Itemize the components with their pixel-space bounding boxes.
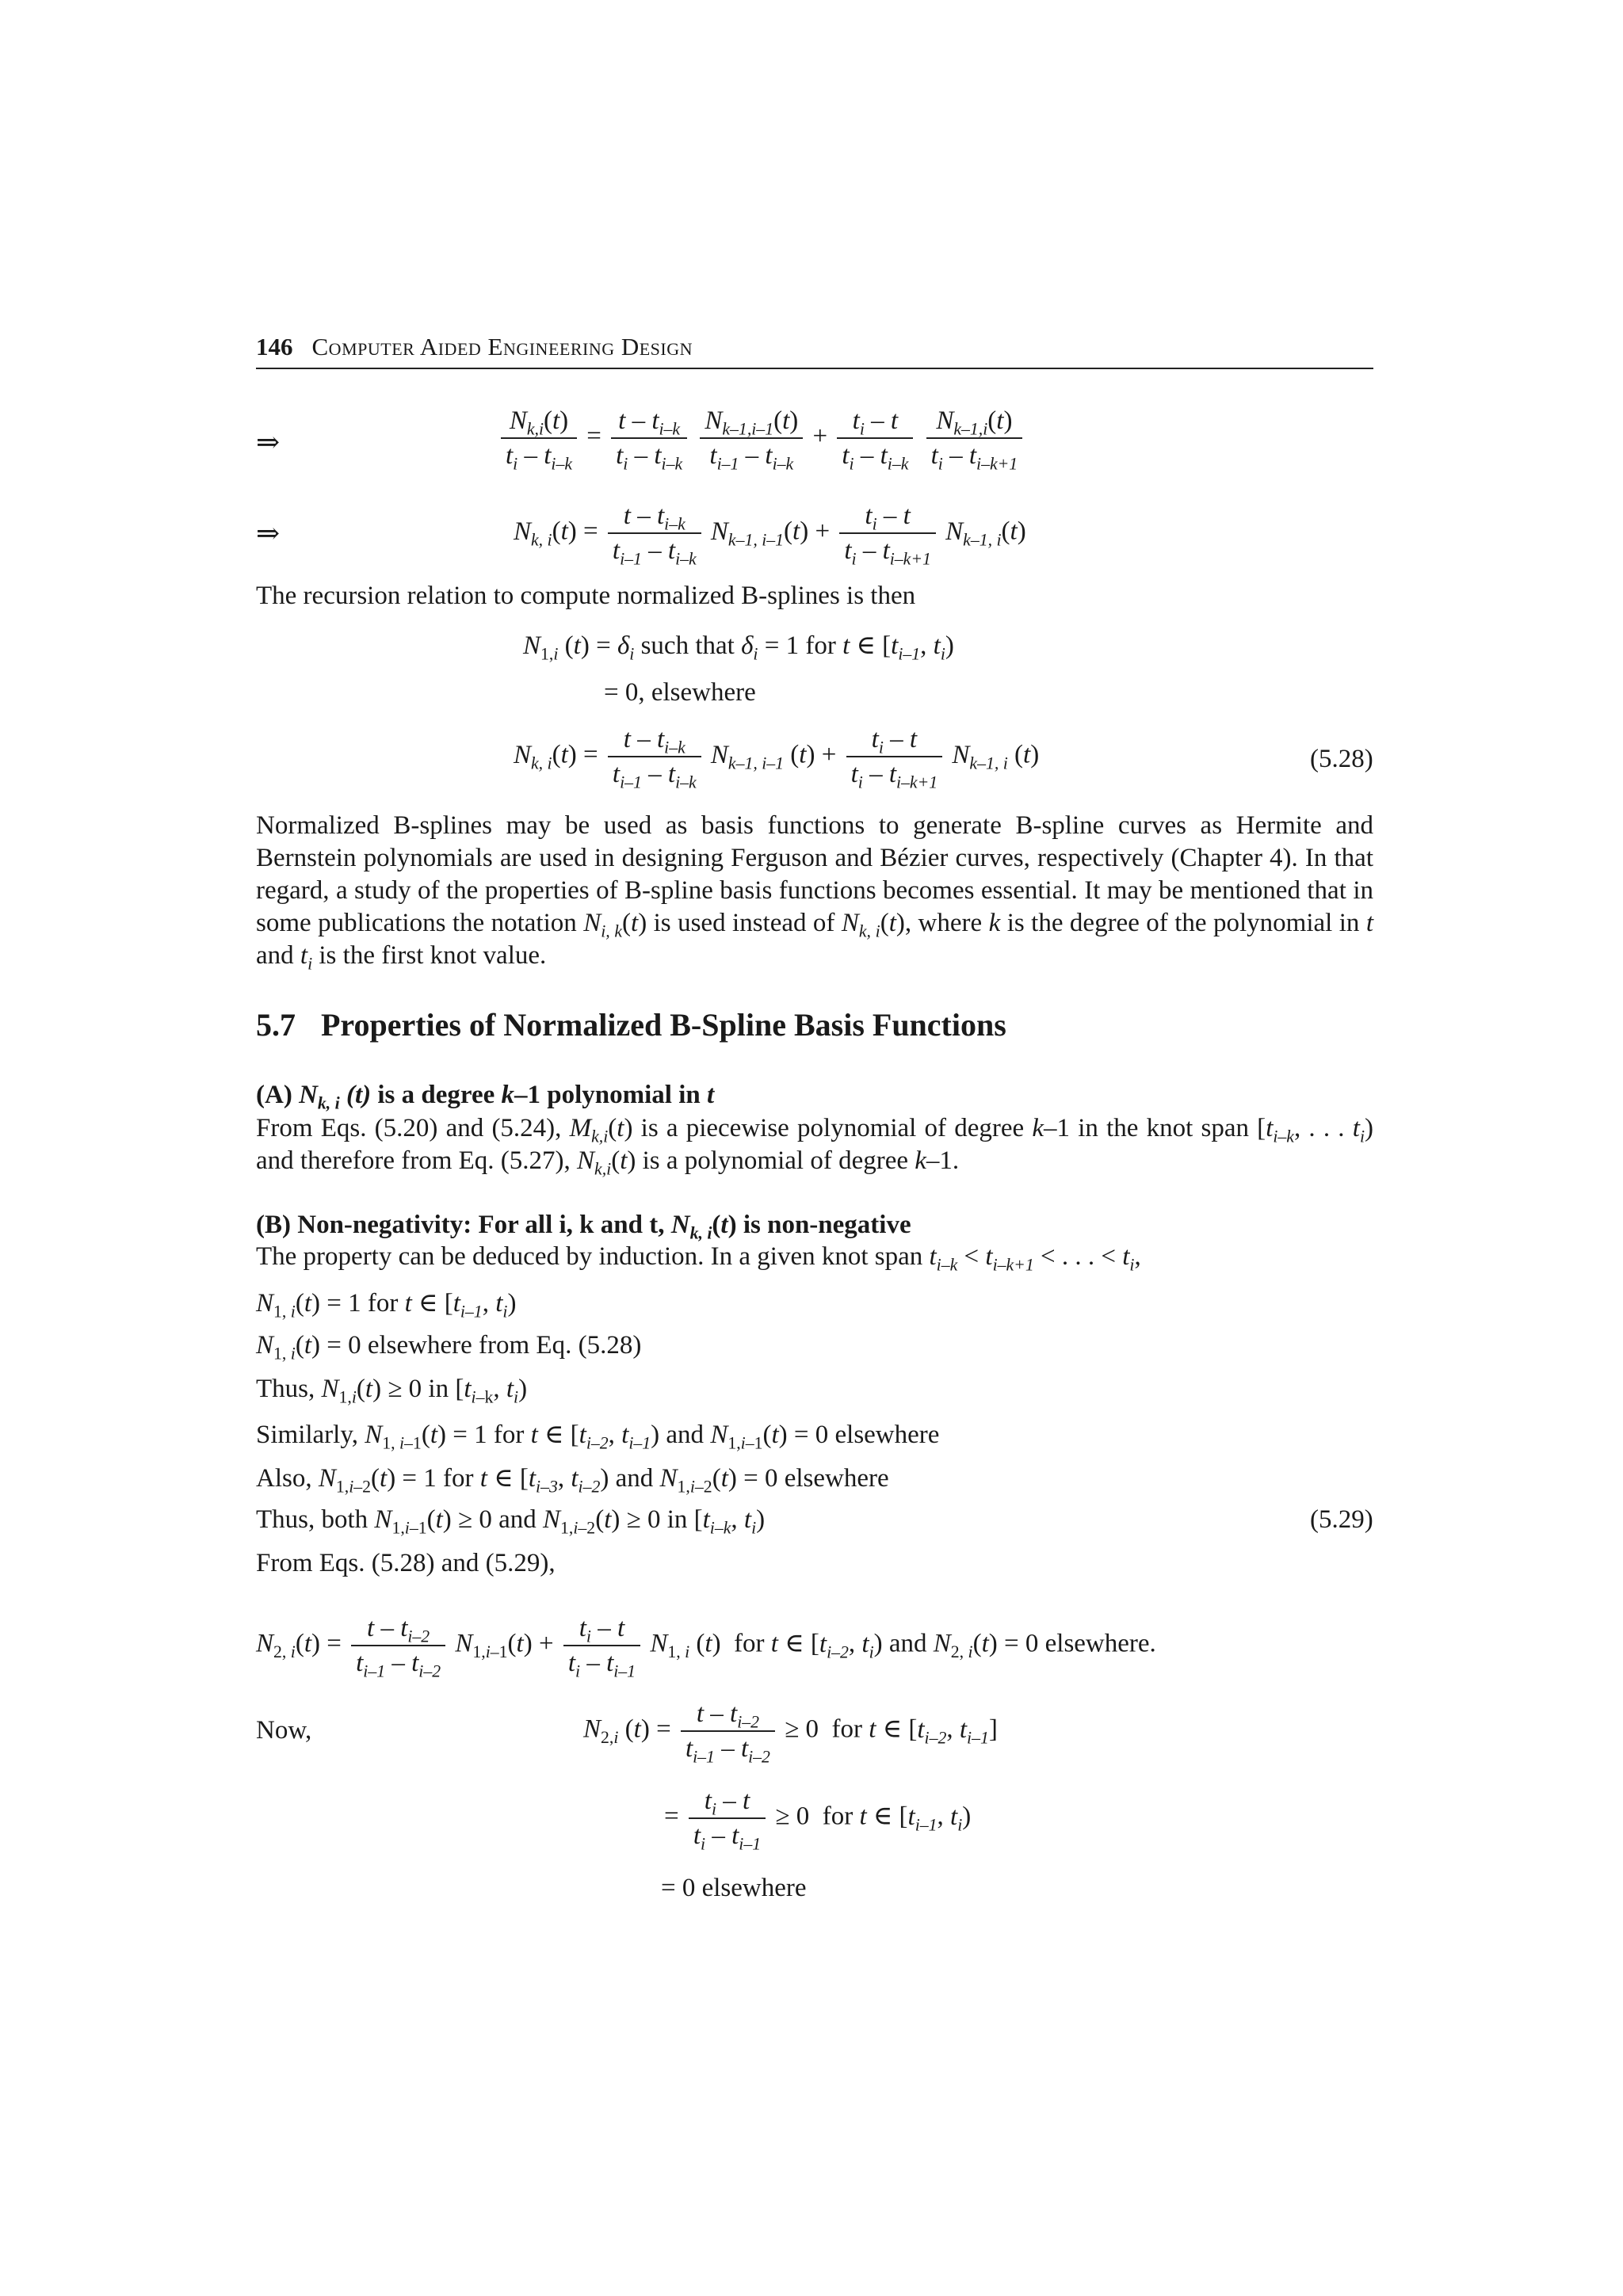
from-eqs-text: From Eqs. (5.28) and (5.29), [256, 1549, 556, 1577]
equation-now-1: $N_{2,i}$ (t) = $\frac{t - t_{i-2}}{t_{i-1} - t_{i-2}}$ ≥ 0 for t ∈ [$t_{i-2}$, $t_{i-1}$] [583, 1699, 998, 1767]
property-a-heading: (A) $N_{k, i}$ (t) is a degree k–1 polynomial in t [256, 1081, 715, 1113]
equation-step-1: $\frac{N_{k,i}(t)}{t_i - t_{i-k}}$ = $\frac{t - t_{i-k}}{t_i - t_{i-k}}$ $\frac{N_{k-1,i-1}(t)}{t_{i-1} - t_{i-k}}$ + $\frac{t_i - t}{t_i - t_{i-k}}$ $\frac{N_{k-1,i}(t)}{t_i - t_{i-k+1}}$ [498, 404, 1025, 472]
property-a-text: From Eqs. (5.20) and (5.24), $M_{k,i}(t)$ is a piecewise polynomial of degree k–1 in the knot span [$t_{i-k}$, . . . $t_i$) and therefore from Eq. (5.27), $N_{k,i}(t)$ is a polynomial of degree k–1. [256, 1114, 1373, 1179]
equation-now-2: = $\frac{t_i - t}{t_i - t_{i-1}}$ ≥ 0 for t ∈ [$t_{i-1}$, $t_i$) [664, 1787, 972, 1854]
property-b-intro: The property can be deduced by induction. In a given knot span $t_{i-k} < t_{i-k+1}$ < . . . < $t_i$, [256, 1242, 1141, 1275]
section-number: 5.7 [256, 1007, 296, 1043]
section-heading [256, 1006, 1006, 1043]
equation-step-2: $N_{k, i}(t)$ = $\frac{t - t_{i-k}}{t_{i-1} - t_{i-k}}$ $N_{k-1, i-1}(t)$ + $\frac{t_i - t}{t_i - t_{i-k+1}}$ $N_{k-1, i}(t)$ [514, 502, 1026, 569]
section-title: Properties of Normalized B-Spline Basis Functions [321, 1007, 1006, 1043]
running-header [256, 333, 693, 361]
running-title: Computer Aided Engineering Design [311, 333, 693, 360]
page-number: 146 [256, 333, 293, 360]
header-rule [256, 368, 1373, 369]
zero-elsewhere: = 0 elsewhere [661, 1874, 807, 1902]
equation-number-5-28: (5.28) [1310, 745, 1373, 773]
recursion-base-case: $N_{1,i}$ $(t) = \delta_i$ such that $\delta_i = 1$ for t ∈ [$t_{i-1}$, $t_i$) [523, 631, 954, 664]
property-b-line-3: Thus, $N_{1,i}(t) \ge 0$ in [$t_{i-k}$, $t_i$) [256, 1375, 528, 1407]
property-b-line-6: Thus, both $N_{1,i-1}(t) \ge 0$ and $N_{1,i-2}(t) \ge 0$ in [$t_{i-k}$, $t_i$) [256, 1505, 766, 1538]
property-b-line-4: Similarly, $N_{1, i-1}(t) = 1$ for t ∈ [$t_{i-2}$, $t_{i-1}$) and $N_{1,i-1}(t) = 0$ elsewhere [256, 1421, 940, 1453]
property-b-line-1: $N_{1, i}(t) = 1$ for t ∈ [$t_{i-1}$, $t_i$) [256, 1289, 517, 1322]
equation-n2i: $N_{2, i}(t)$ = $\frac{t - t_{i-2}}{t_{i-1} - t_{i-2}}$ $N_{1,i-1}(t)$ + $\frac{t_i - t}{t_i - t_{i-1}}$ $N_{1, i}$ (t) for t ∈ [$t_{i-2}$, $t_i$) and $N_{2, i}(t) = 0$ elsewhere. [256, 1614, 1156, 1681]
paragraph-normalized-bsplines: Normalized B-splines may be used as basis functions to generate B-spline curves as Hermite and Bernstein polynomials are used in designing Ferguson and Bézier curves, respectively (Chapter 4). In that regard, a study of the properties of B-spline basis functions becomes essential. It may be mentioned that in some publications the notation $N_{i, k}(t)$ is used instead of $N_{k, i}(t)$, where k is the degree of the polynomial in t and $t_i$ is the first knot value. [256, 811, 1374, 974]
recursion-general-case: $N_{k, i}(t)$ = $\frac{t - t_{i-k}}{t_{i-1} - t_{i-k}}$ $N_{k-1, i-1}$ (t) + $\frac{t_i - t}{t_i - t_{i-k+1}}$ $N_{k-1, i}$ (t) [514, 725, 1040, 792]
now-label: Now, [256, 1716, 312, 1745]
property-b-line-5: Also, $N_{1,i-2}(t) = 1$ for t ∈ [$t_{i-3}$, $t_{i-2}$) and $N_{1,i-2}(t) = 0$ elsewhere [256, 1464, 889, 1497]
equation-number-5-29: (5.29) [1310, 1505, 1373, 1534]
implies-arrow-2: ⇒ [256, 517, 281, 549]
property-b-heading: (B) Non-negativity: For all i, k and t, $N_{k, i}(t)$ is non-negative [256, 1211, 911, 1243]
recursion-intro-text: The recursion relation to compute normalized B-splines is then [256, 582, 916, 610]
implies-arrow-1: ⇒ [256, 426, 281, 458]
property-b-line-2: $N_{1, i}(t) = 0$ elsewhere from Eq. (5.28) [256, 1331, 642, 1363]
recursion-elsewhere: = 0, elsewhere [604, 678, 756, 707]
